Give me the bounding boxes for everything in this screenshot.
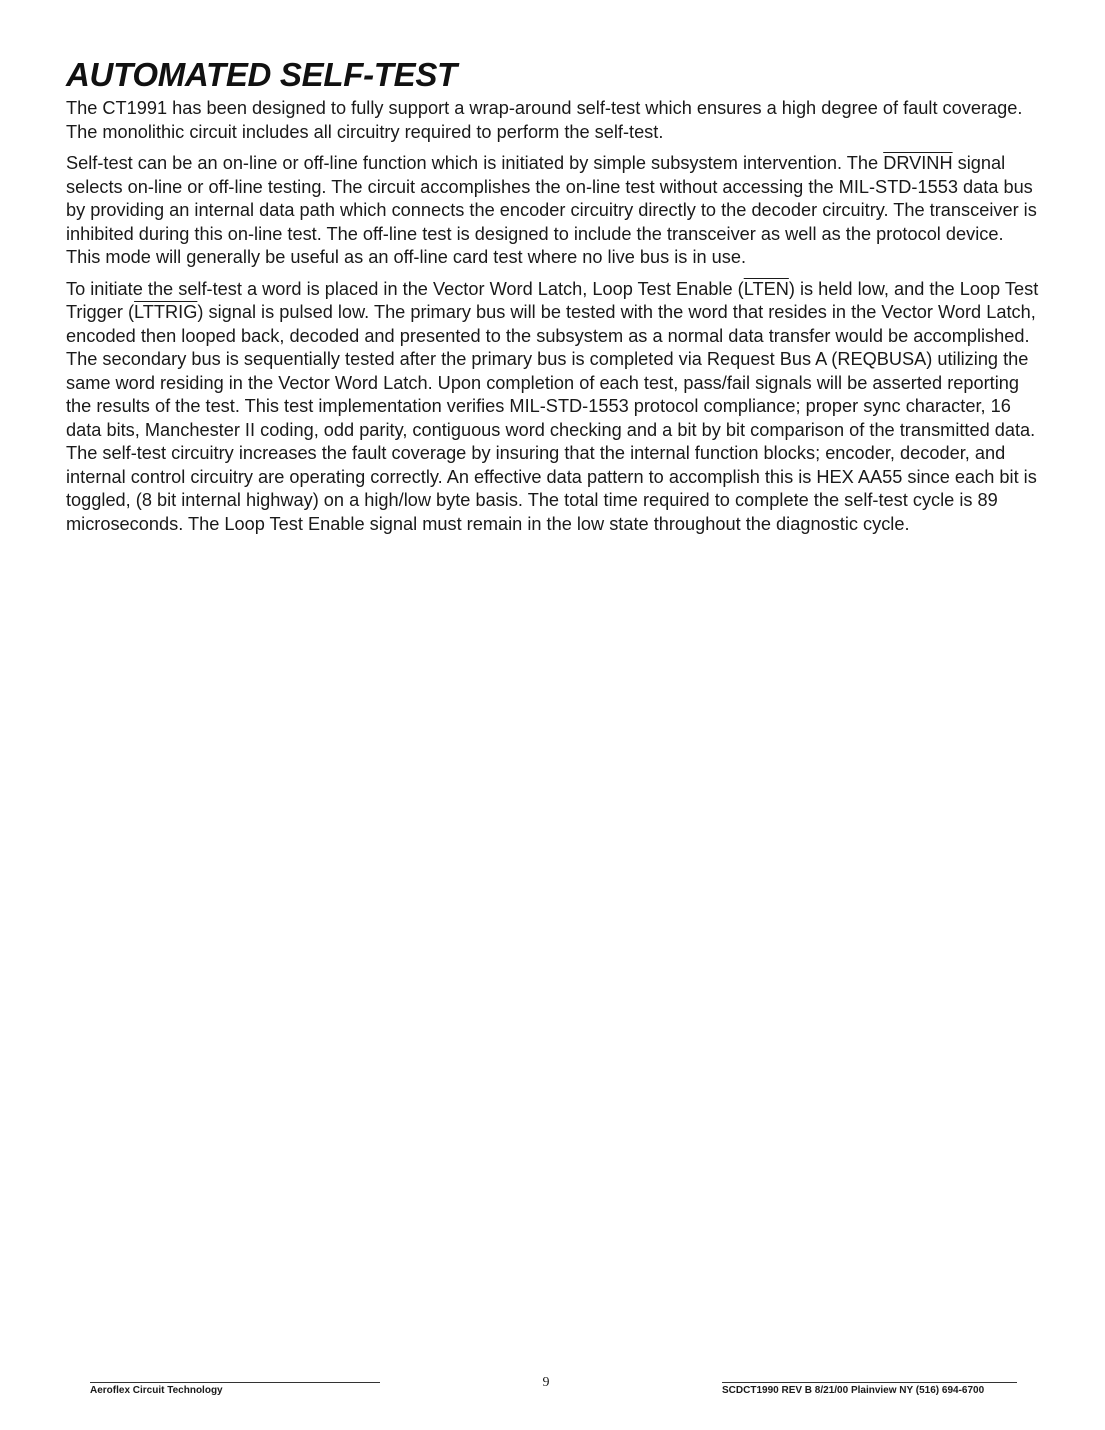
p3-text-b: ) is held low, and the Loop Test Trigger ( [66, 278, 1039, 322]
paragraph-online-offline [66, 152, 1041, 270]
section-title: AUTOMATED SELF-TEST [66, 56, 457, 93]
footer-page-number: 9 [542, 1375, 550, 1390]
p2-text-b: signal selects on-line or off-line testing. The circuit accomplishes the on-line test without accessing the MIL-STD-1553 data bus by providing an internal data path which connects the encoder circuitry directly to the decoder circuitry. The transceiver is inhibited during this on-line test. The off-line test is designed to include the transceiver as well as the protocol device. This mode will generally be useful as an off-line card test where no live bus is in use. [66, 153, 1037, 267]
p3-text-c: ) signal is pulsed low. The primary bus will be tested with the word that resides in the Vector Word Latch, encoded then looped back, decoded and presented to the subsystem as a normal data transfer would be accomplished. The secondary bus is sequentially tested after the primary bus is completed via Request Bus A (REQBUSA) utilizing the same word residing in the Vector Word Latch. Upon completion of each test, pass/fail signals will be asserted reporting the results of the test. This test implementation verifies MIL-STD-1553 protocol compliance; proper sync character, 16 data bits, Manchester II coding, odd parity, contiguous word checking and a bit by bit comparison of the transmitted data. The self-test circuitry increases the fault coverage by insuring that the internal function blocks; encoder, decoder, and internal control circuitry are operating correctly. An effective data pattern to accomplish this is HEX AA55 since each bit is toggled, (8 bit internal highway) on a high/low byte basis. The total time required to complete the self-test cycle is 89 microseconds. The Loop Test Enable signal must remain in the low state throughout the diagnostic cycle. [66, 302, 1037, 534]
footer-doc-info: SCDCT1990 REV B 8/21/00 Plainview NY (516) 694-6700 [722, 1382, 1017, 1396]
page-content [66, 55, 1041, 544]
drvinh-signal: DRVINH [883, 153, 953, 173]
lten-signal: LTEN [743, 278, 789, 299]
lttrig-signal: LTTRIG [134, 302, 198, 322]
p2-text-a: Self-test can be an on-line or off-line function which is initiated by simple subsystem intervention. The [66, 153, 884, 173]
paragraph-intro: The CT1991 has been designed to fully support a wrap-around self-test which ensures a high degree of fault coverage. The monolithic circuit includes all circuitry required to perform the self-test. [66, 98, 1023, 142]
footer-company: Aeroflex Circuit Technology [90, 1382, 380, 1396]
paragraph-initiate-test [66, 278, 1041, 537]
p3-text-a: To initiate the self-test a word is placed in the Vector Word Latch, Loop Test Enable ( [66, 278, 744, 299]
